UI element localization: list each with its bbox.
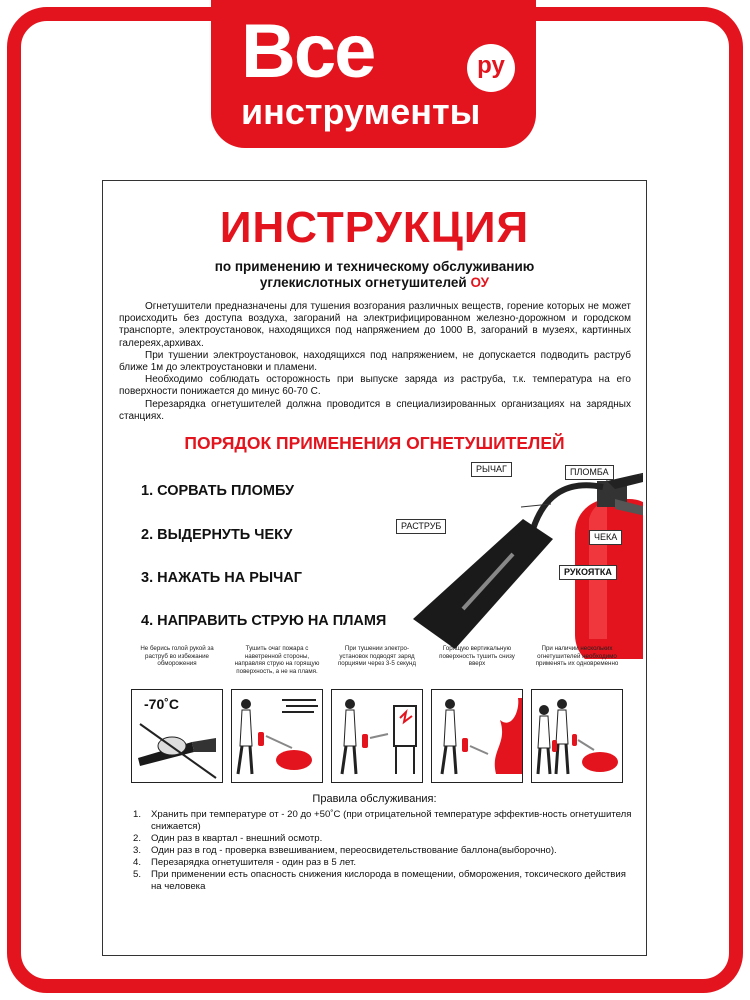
pictogram-panels — [131, 689, 625, 785]
caption-2: Тушить очаг пожара с наветренной стороны, направляя струю на горящую поверхность, а не на пламя. — [234, 645, 320, 675]
rule-number: 2. — [133, 833, 142, 844]
step-2: 2. ВЫДЕРНУТЬ ЧЕКУ — [141, 527, 293, 543]
subtitle-line-2-text: углекислотных огнетушителей — [259, 275, 467, 290]
callout-pin: ЧЕКА — [589, 530, 622, 545]
rule-number: 5. — [133, 869, 142, 880]
rule-item — [133, 845, 633, 857]
caption-5: При наличии нескольких огнетушителей необходимо применять их одновременно — [535, 645, 619, 668]
rule-text: При применении есть опасность снижения кислорода в помещении, обморожения, токсического действия на человека — [151, 869, 626, 892]
rule-text: Один раз в год - проверка взвешиванием, переосвидетельствование баллона(выборочно). — [151, 845, 557, 856]
callout-seal: ПЛОМБА — [565, 465, 614, 480]
brand-ru-badge: ру — [467, 44, 515, 92]
pictogram-vertical-surface — [431, 689, 523, 783]
intro-paragraph: Необходимо соблюдать осторожность при выпуске заряда из раструба, т.к. температура на его поверхности понижается до минус 60-70 С. — [119, 374, 631, 398]
subtitle-line-2 — [103, 275, 646, 291]
horn-shape — [413, 519, 553, 649]
rule-item — [133, 809, 633, 833]
pictogram-electrical — [331, 689, 423, 783]
maintenance-rules-title: Правила обслуживания: — [312, 793, 437, 805]
rule-number: 1. — [133, 809, 142, 820]
subtitle-line-1: по применению и техническому обслуживанию — [214, 259, 535, 274]
step-1: 1. СОРВАТЬ ПЛОМБУ — [141, 483, 295, 499]
rule-number: 4. — [133, 857, 142, 868]
intro-paragraph: Огнетушители предназначены для тушения возгорания различных веществ, горение которых не может происходить без доступа воздуха, загораний на электрифицированном железно-дорожном и городском транспорте, электроустановок, находящихся под напряжением до 1000 В, загораний в музеях, картинных галереях,архивах. — [119, 301, 631, 349]
usage-section-title: ПОРЯДОК ПРИМЕНЕНИЯ ОГНЕТУШИТЕЛЕЙ — [184, 433, 565, 453]
caption-1: Не берись голой рукой за раструб во избежание обморожения — [140, 645, 214, 668]
intro-text — [119, 301, 631, 423]
pictogram-captions — [131, 645, 625, 687]
step-3: 3. НАЖАТЬ НА РЫЧАГ — [141, 570, 302, 586]
brand-name: Все — [241, 9, 375, 94]
caption-3: При тушении электро-установок подводят заряд порциями через 3-5 секунд — [337, 645, 417, 668]
pictogram-cold-nozzle — [131, 689, 223, 783]
vertical-surface-icon — [432, 690, 524, 784]
brand-tagline: инструменты — [241, 91, 481, 132]
poster-title: ИНСТРУКЦИЯ — [219, 203, 530, 252]
callout-lever: РЫЧАГ — [471, 462, 512, 477]
temperature-label: -70˚С — [144, 696, 180, 712]
rule-text: Один раз в квартал - внешний осмотр. — [151, 833, 323, 844]
rule-item — [133, 857, 633, 869]
rule-number: 3. — [133, 845, 142, 856]
callout-nozzle: РАСТРУБ — [396, 519, 446, 534]
windward-extinguishing-icon — [232, 690, 324, 784]
pictogram-windward — [231, 689, 323, 783]
callout-handle: РУКОЯТКА — [559, 565, 617, 580]
rule-text: Перезарядка огнетушителя - один раз в 5 лет. — [151, 857, 357, 868]
multiple-extinguishers-icon — [532, 690, 624, 784]
brand-logo — [211, 0, 536, 148]
maintenance-rules-list — [133, 809, 633, 893]
subtitle-code: ОУ — [470, 275, 490, 290]
hand-on-nozzle-icon — [132, 690, 224, 784]
step-4: 4. НАПРАВИТЬ СТРУЮ НА ПЛАМЯ — [141, 613, 387, 629]
rule-item — [133, 833, 633, 845]
fire-extinguisher-diagram — [393, 459, 643, 659]
rule-item — [133, 869, 633, 893]
electrical-installation-icon — [332, 690, 424, 784]
instruction-poster — [102, 180, 647, 956]
poster-subtitle — [103, 259, 646, 291]
pictogram-multiple — [531, 689, 623, 783]
caption-4: Горящую вертикальную поверхность тушить снизу вверх — [439, 645, 515, 668]
intro-paragraph: Перезарядка огнетушителей должна проводится в специализированных организациях на зарядных станциях. — [119, 398, 631, 422]
rule-text: Хранить при температуре от - 20 до +50˚С (при отрицательной температуре эффектив-ность огнетушителя снижается) — [151, 809, 632, 832]
intro-paragraph: При тушении электроустановок, находящихся под напряжением, не допускается подводить раструб ближе 1м до электроустановки и пламени. — [119, 349, 631, 374]
